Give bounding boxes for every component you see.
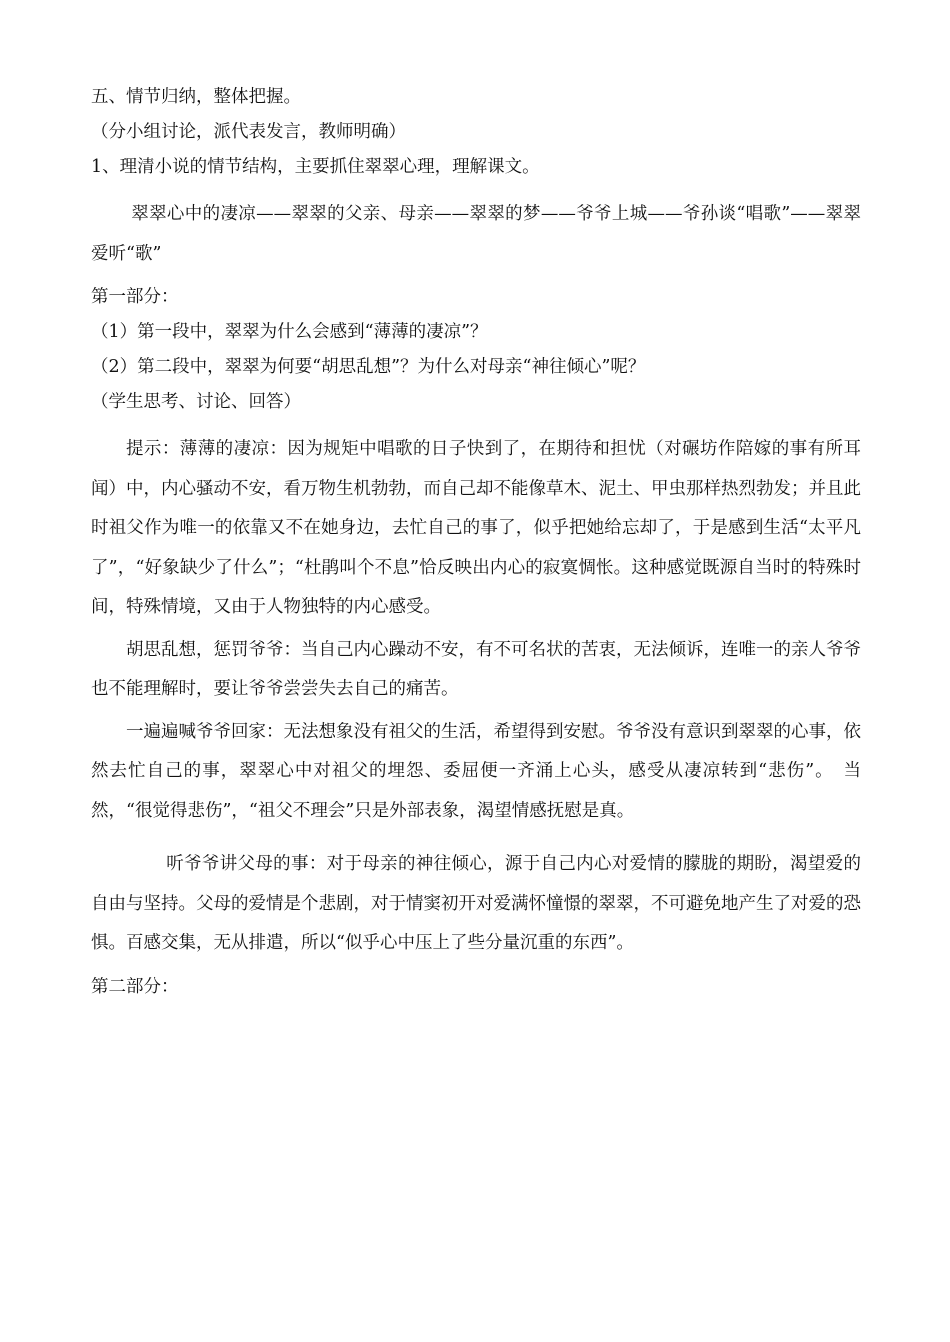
hint-paragraph-3: 一遍遍喊爷爷回家：无法想象没有祖父的生活，希望得到安慰。爷爷没有意识到翠翠的心事，依然去忙自己的事，翠翠心中对祖父的埋怨、委屈便一齐涌上心头，感受从凄凉转到“悲伤”。 当然，“很觉得悲伤”，“祖父不理会”只是外部表象，渴望情感抚慰是真。 — [91, 721, 861, 821]
part-two-label: 第二部分： — [91, 976, 179, 997]
student-activity: （学生思考、讨论、回答） — [91, 392, 301, 412]
hint-paragraph-2: 胡思乱想，惩罚爷爷：当自己内心躁动不安，有不可名状的苦衷，无法倾诉，连唯一的亲人爷爷也不能理解时，要让爷爷尝尝失去自己的痛苦。 — [91, 639, 861, 699]
question-1: （1）第一段中，翠翠为什么会感到“薄薄的凄凉”？ — [91, 322, 488, 342]
structure-summary: 翠翠心中的凄凉——翠翠的父亲、母亲——翠翠的梦——爷爷上城——爷孙谈“唱歌”——翠翠爱听“歌” — [91, 204, 861, 264]
hint-paragraph-1: 提示：薄薄的凄凉：因为规矩中唱歌的日子快到了，在期待和担忧（对碾坊作陪嫁的事有所耳闻）中，内心骚动不安，看万物生机勃勃，而自己却不能像草木、泥土、甲虫那样热烈勃发；并且此时祖父作为唯一的依靠又不在她身边，去忙自己的事了，似乎把她给忘却了，于是感到生活“太平凡了”，“好象缺少了什么”；“杜鹃叫个不息”恰反映出内心的寂寞惆怅。这种感觉既源自当时的特殊时间，特殊情境，又由于人物独特的内心感受。 — [91, 439, 861, 617]
point-1: 1、理清小说的情节结构，主要抓住翠翠心理，理解课文。 — [91, 157, 540, 177]
hint-paragraph-4: 听爷爷讲父母的事：对于母亲的神往倾心，源于自己内心对爱情的朦胧的期盼，渴望爱的自由与坚持。父母的爱情是个悲剧，对于情窦初开对爱满怀憧憬的翠翠，不可避免地产生了对爱的恐惧。百感交集，无从排遣，所以“似乎心中压上了些分量沉重的东西”。 — [91, 854, 861, 953]
document-page — [91, 84, 861, 1001]
question-2: （2）第二段中，翠翠为何要“胡思乱想”？为什么对母亲“神往倾心”呢？ — [91, 357, 646, 377]
section-heading: 五、情节归纳，整体把握。 — [91, 87, 301, 107]
part-one-label: 第一部分： — [91, 287, 179, 307]
method-note: （分小组讨论，派代表发言，教师明确） — [91, 122, 406, 142]
